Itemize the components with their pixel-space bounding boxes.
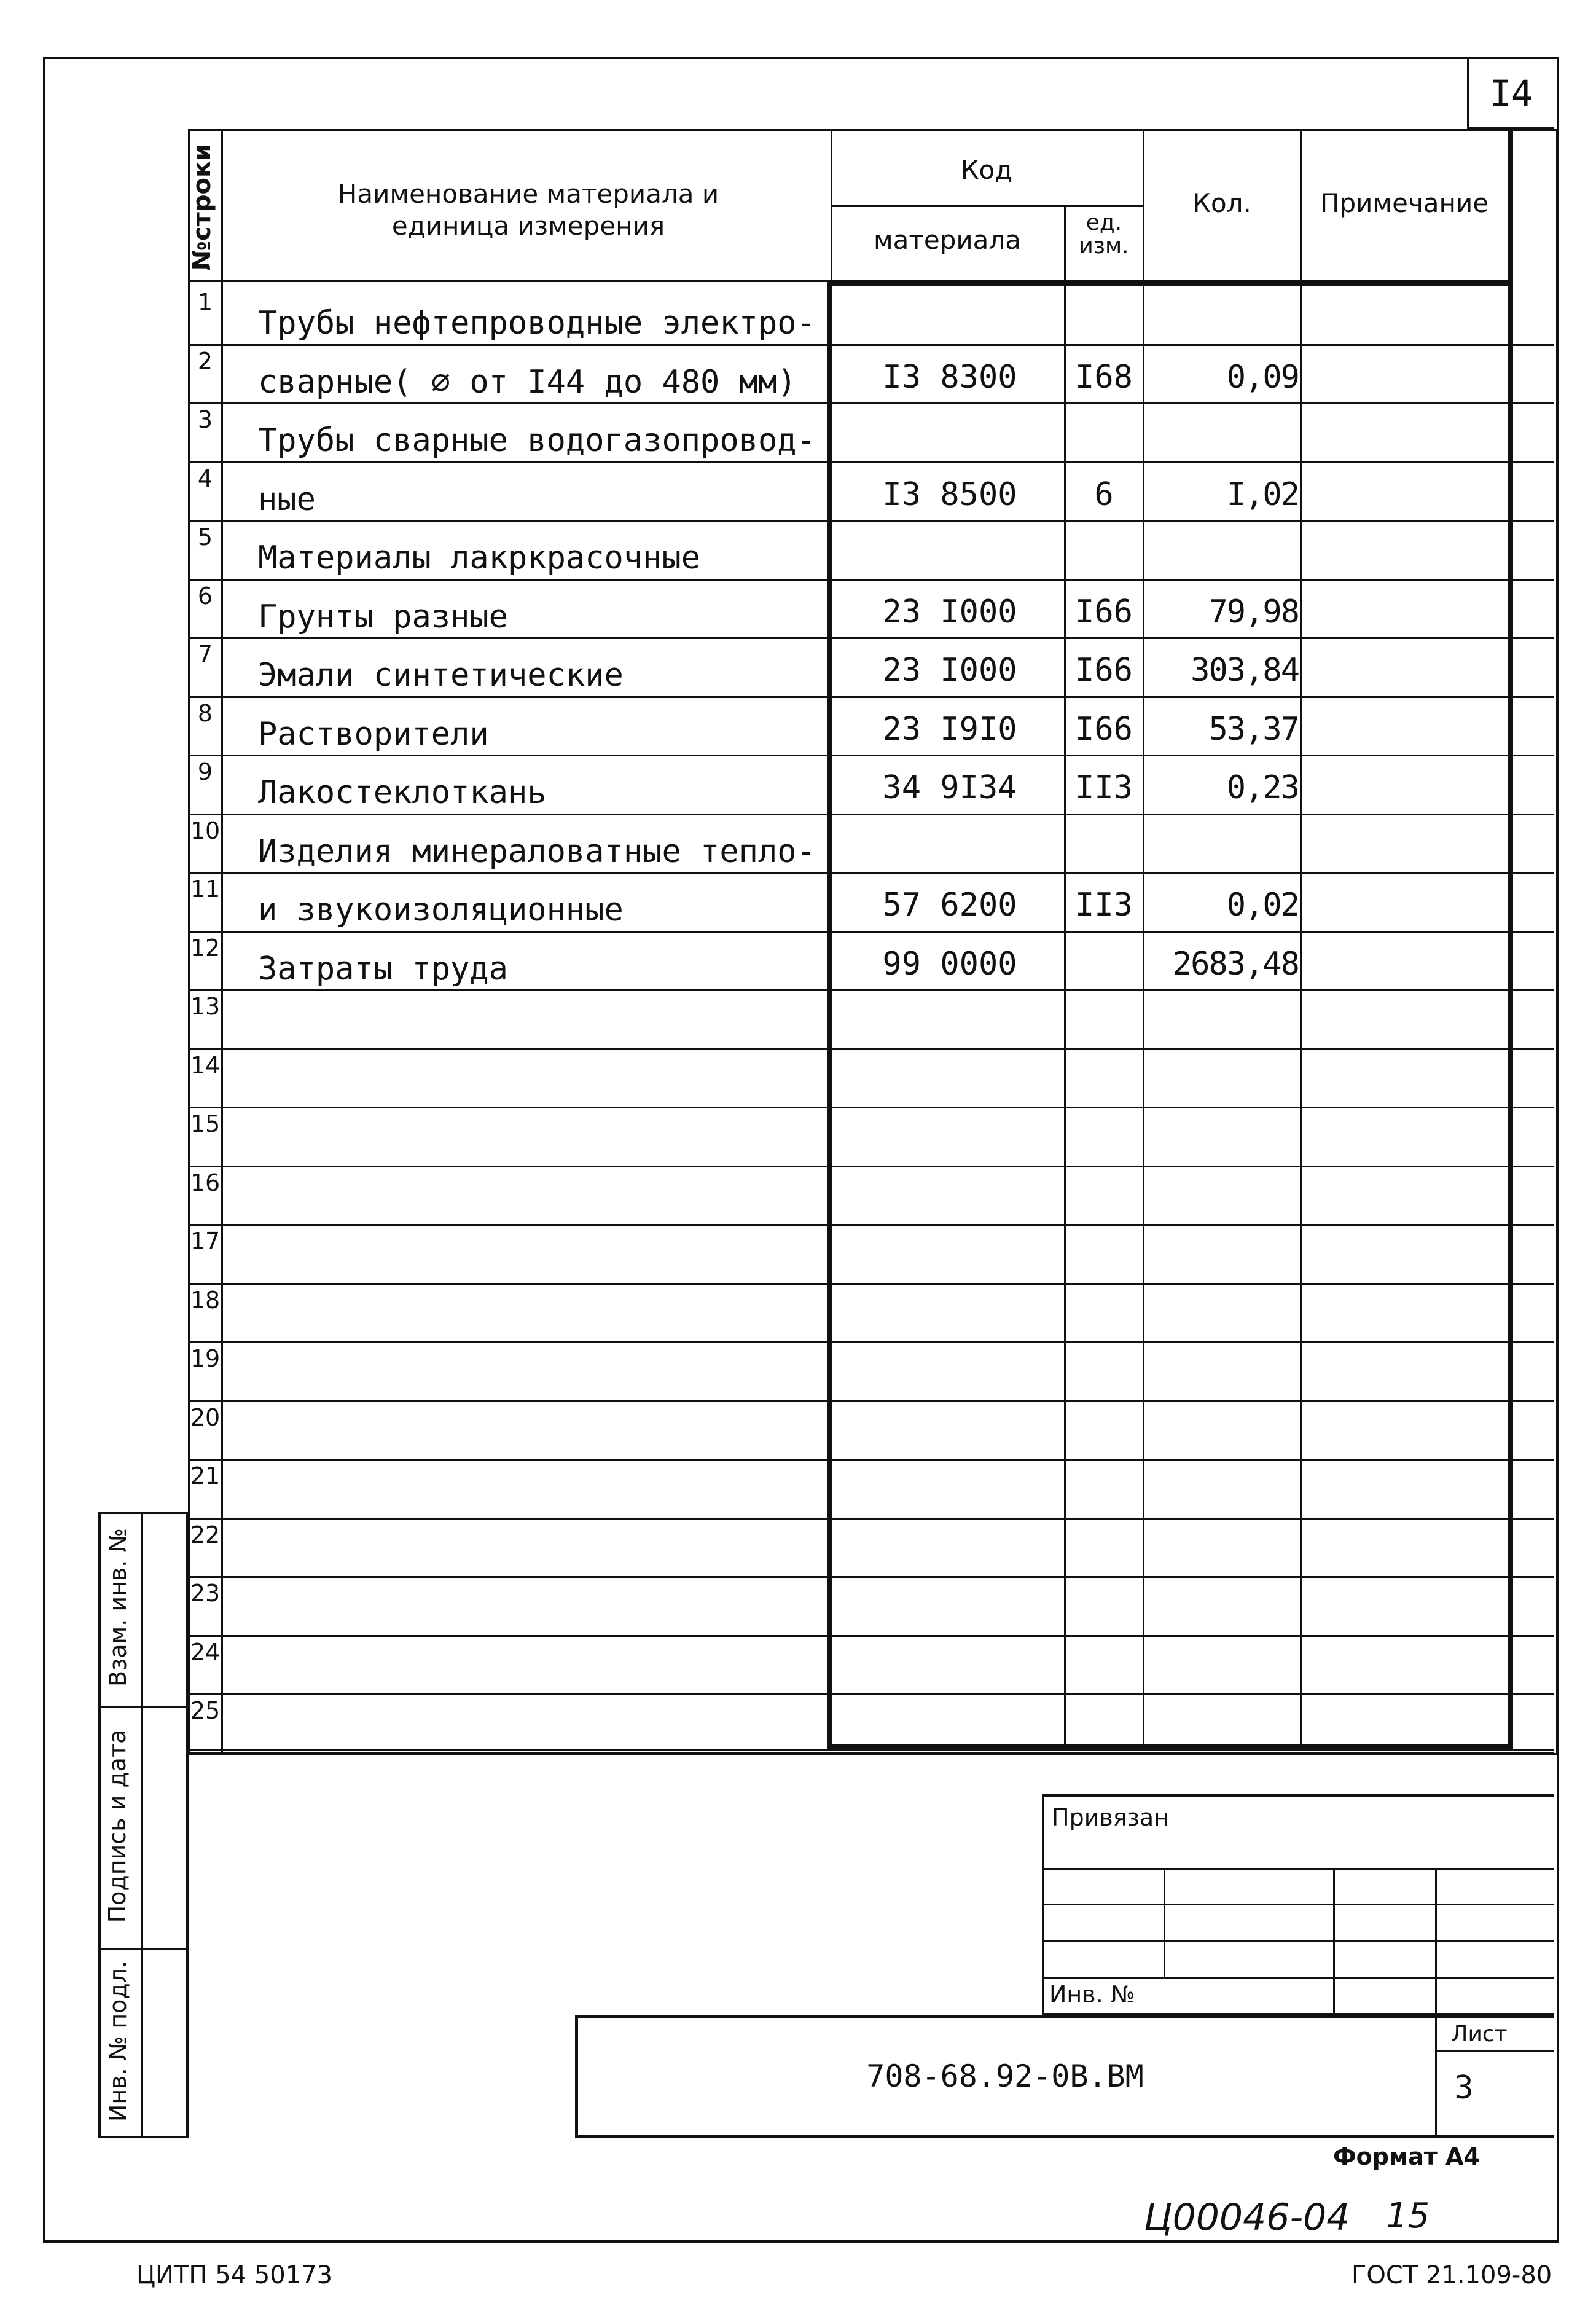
row-line [188, 872, 1554, 874]
row-name: Трубы сварные водогазопровод- [258, 422, 816, 459]
row-number: 18 [190, 1286, 221, 1314]
row-qty: 0,23 [1226, 769, 1299, 806]
archive-page: 15 [1386, 2196, 1430, 2236]
row-unit: I68 [1075, 358, 1133, 396]
privyazan-line-4 [1042, 1977, 1554, 1979]
row-code: 99 0000 [882, 945, 1017, 983]
row-line [188, 1283, 1554, 1285]
row-line [188, 520, 1554, 522]
row-line [188, 1635, 1554, 1637]
row-line [188, 989, 1554, 991]
row-qty: 303,84 [1191, 652, 1299, 689]
list-value: 3 [1454, 2069, 1474, 2106]
thick-right [1508, 281, 1513, 1751]
row-unit: II3 [1075, 769, 1133, 806]
privyazan-label: Привязан [1052, 1804, 1169, 1831]
col-line-qty [1143, 129, 1144, 1750]
row-name: Грунты разные [258, 598, 508, 635]
side-vzam-inv: Взам. инв. № [104, 1528, 131, 1687]
footer-left: ЦИТП 54 50173 [136, 2261, 333, 2289]
row-line [188, 696, 1554, 698]
col-line-rownum [221, 129, 223, 1755]
row-line [188, 1166, 1554, 1167]
row-number: 21 [190, 1462, 221, 1489]
row-name: Изделия минераловатные тепло- [258, 833, 816, 870]
row-line [188, 931, 1554, 933]
row-number: 12 [190, 934, 221, 962]
row-qty: 0,09 [1226, 358, 1299, 396]
archive-code: Ц00046-04 [1144, 2196, 1350, 2239]
row-number: 24 [190, 1638, 221, 1666]
col-line-note [1300, 129, 1302, 1750]
row-line [188, 1752, 1554, 1754]
bottom-left-line [187, 1749, 189, 2138]
row-code: 23 I000 [882, 652, 1017, 689]
row-unit: I66 [1075, 593, 1133, 630]
row-unit: I66 [1075, 652, 1133, 689]
row-number: 19 [190, 1345, 221, 1372]
format-label: Формат А4 [1333, 2143, 1480, 2170]
row-number: 23 [190, 1580, 221, 1607]
row-line [188, 1693, 1554, 1695]
row-number: 1 [197, 289, 213, 316]
row-unit: II3 [1075, 887, 1133, 924]
row-code: 34 9I34 [882, 769, 1017, 806]
row-number: 7 [197, 641, 213, 668]
row-line [188, 1341, 1554, 1343]
row-number: 5 [197, 524, 213, 551]
bottom-area-line [188, 1749, 1554, 1751]
sheet-number-top: I4 [1490, 73, 1533, 114]
thick-left [827, 281, 832, 1751]
header-bottom-line [188, 280, 831, 282]
row-line [188, 1459, 1554, 1461]
row-code: 57 6200 [882, 887, 1017, 924]
row-qty: I,02 [1226, 476, 1299, 513]
designation: 708-68.92-0В.ВМ [866, 2058, 1144, 2094]
row-code: I3 8500 [882, 476, 1017, 513]
header-code-unit: ед. изм. [1079, 210, 1129, 259]
privyazan-col-1 [1164, 1868, 1165, 1979]
row-line [188, 1107, 1554, 1108]
row-name: Материалы лакркрасочные [258, 539, 701, 576]
row-name: Затраты труда [258, 950, 508, 987]
row-number: 10 [190, 817, 221, 844]
row-code: I3 8300 [882, 358, 1017, 396]
row-number: 9 [197, 758, 213, 785]
row-name: и звукоизоляционные [258, 892, 624, 928]
thick-right-header [1508, 129, 1513, 286]
row-number: 4 [197, 465, 213, 492]
row-unit: 6 [1094, 476, 1114, 513]
row-line [188, 1518, 1554, 1520]
row-number: 14 [190, 1051, 221, 1079]
thick-top [827, 280, 1513, 286]
row-qty: 0,02 [1226, 887, 1299, 924]
inv-no-label: Инв. № [1049, 1981, 1135, 2008]
row-name: ные [258, 480, 316, 518]
row-line [188, 1576, 1554, 1578]
row-line [188, 1048, 1554, 1050]
row-qty: 79,98 [1208, 593, 1299, 630]
privyazan-col-3 [1435, 1868, 1437, 2015]
row-number: 22 [190, 1521, 221, 1548]
privyazan-col-2 [1333, 1868, 1335, 2015]
row-name: Лакостеклоткань [258, 774, 547, 811]
row-number: 17 [190, 1228, 221, 1255]
footer-right: ГОСТ 21.109-80 [1352, 2261, 1552, 2289]
row-number: 6 [197, 582, 213, 610]
row-qty: 53,37 [1208, 710, 1299, 748]
header-code-split [831, 205, 1143, 207]
list-label: Лист [1451, 2022, 1508, 2047]
row-name: сварные( ⌀ от I44 до 480 мм) [258, 363, 797, 401]
row-name: Трубы нефтепроводные электро- [258, 305, 816, 342]
row-line [188, 402, 1554, 404]
row-name: Растворители [258, 715, 489, 753]
row-name: Эмали синтетические [258, 657, 624, 694]
header-row-no: №строки [188, 143, 216, 271]
row-code: 23 I9I0 [882, 710, 1017, 748]
row-line [188, 344, 1554, 346]
row-line [188, 461, 1554, 463]
row-number: 16 [190, 1169, 221, 1196]
row-line [188, 755, 1554, 756]
side-podpis-data: Подпись и дата [104, 1729, 131, 1923]
row-number: 13 [190, 993, 221, 1020]
row-number: 20 [190, 1403, 221, 1431]
row-line [188, 637, 1554, 639]
list-split-line [1435, 2050, 1554, 2052]
privyazan-line-1 [1042, 1868, 1554, 1870]
row-line [188, 1224, 1554, 1226]
row-qty: 2683,48 [1172, 945, 1299, 983]
header-qty: Кол. [1192, 188, 1251, 218]
row-number: 8 [197, 699, 213, 727]
row-number: 15 [190, 1110, 221, 1137]
header-code-material: материала [873, 225, 1021, 255]
row-number: 11 [190, 876, 221, 903]
row-line [188, 1400, 1554, 1402]
row-unit: I66 [1075, 710, 1133, 748]
row-number: 2 [197, 347, 213, 375]
side-stamp-line-2 [98, 1948, 188, 1950]
row-line [188, 579, 1554, 581]
side-stamp-divider [141, 1512, 143, 2138]
row-number: 3 [197, 406, 213, 433]
row-number: 25 [190, 1697, 221, 1724]
row-code: 23 I000 [882, 593, 1017, 630]
header-code: Код [960, 155, 1013, 185]
privyazan-line-3 [1042, 1940, 1554, 1942]
col-line-name [831, 129, 832, 286]
row-line [188, 814, 1554, 815]
privyazan-line-2 [1042, 1904, 1554, 1905]
side-inv-podl: Инв. № подл. [104, 1960, 131, 2122]
header-note: Примечание [1320, 188, 1489, 218]
header-name: Наименование материала и единица измерения [337, 179, 719, 241]
